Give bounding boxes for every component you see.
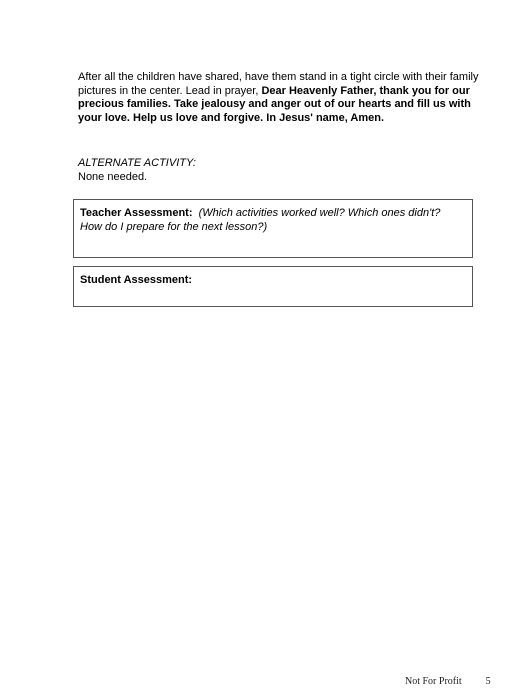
closing-prayer-paragraph [78, 71, 488, 125]
student-assessment-box [73, 266, 473, 307]
teacher-assessment-label: Teacher Assessment: [80, 207, 193, 219]
page-footer [405, 676, 491, 688]
prayer-text: Dear Heavenly Father, thank you for our precious families. Take jealousy and anger out of our hearts and fill us with your love. Help us love and forgive. In Jesus' name, Amen. [78, 84, 471, 124]
page-number: 5 [485, 676, 491, 687]
student-assessment-label: Student Assessment: [80, 274, 193, 286]
intro-text: After all the children have shared, have them stand in a tight circle with their family pictures in the center. Lead in prayer, [78, 71, 479, 97]
footer-text: Not For Profit [405, 676, 462, 687]
teacher-assessment-box [73, 199, 473, 258]
alternate-activity-title: ALTERNATE ACTIVITY: [78, 157, 196, 169]
alternate-activity-text: None needed. [78, 170, 148, 183]
alternate-activity-section [78, 157, 378, 184]
teacher-assessment-hint: (Which activities worked well? Which ones didn't? How do I prepare for the next lesson?) [80, 207, 441, 233]
